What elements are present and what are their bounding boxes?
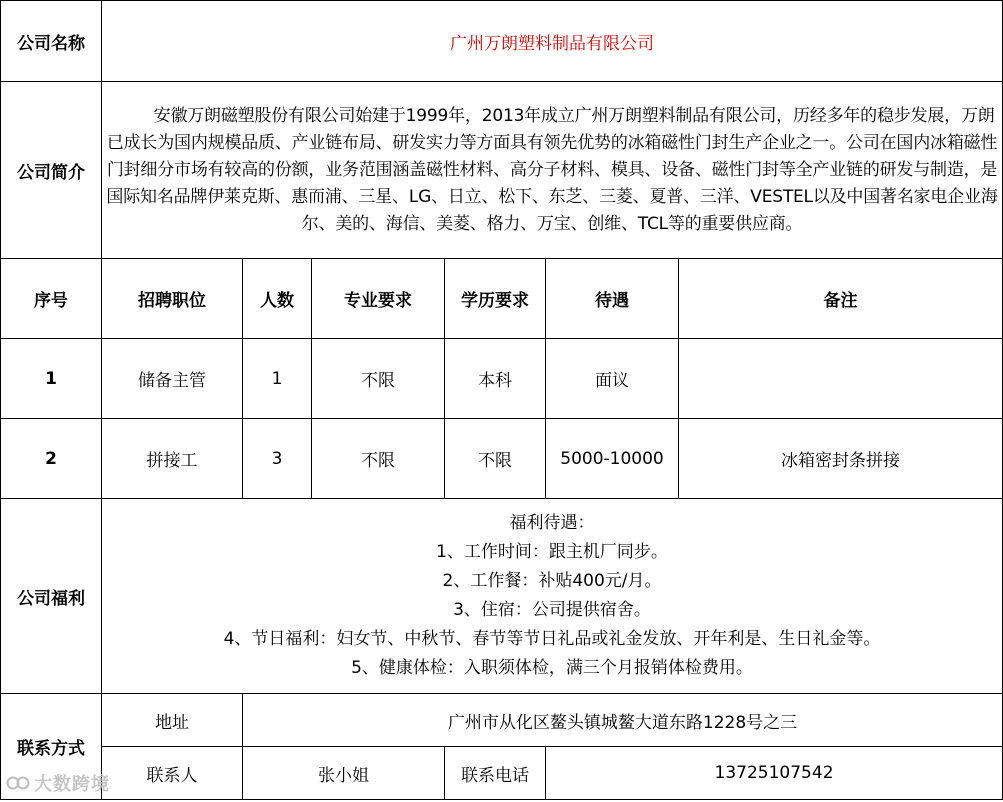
welfare-item: 3、住宿：公司提供宿舍。 (453, 600, 651, 620)
job-note: 冰箱密封条拼接 (679, 419, 1003, 499)
job-count: 3 (243, 419, 312, 499)
company-intro-row (1, 82, 1003, 259)
job-salary: 5000-10000 (546, 419, 679, 499)
welfare-title: 福利待遇： (509, 513, 595, 533)
contact-address-row (1, 694, 1003, 747)
header-no: 序号 (1, 259, 102, 339)
job-count: 1 (243, 339, 312, 419)
table-row (1, 339, 1003, 419)
jobs-header-row (1, 259, 1003, 339)
contact-person-row (1, 747, 1003, 800)
welfare-item: 2、工作餐：补贴400元/月。 (442, 571, 662, 591)
phone-value: 13725107542 (546, 747, 1003, 800)
watermark-text: 大数跨境 (34, 774, 110, 795)
job-position: 储备主管 (102, 339, 243, 419)
job-education: 不限 (445, 419, 546, 499)
company-intro-cell (102, 82, 1003, 259)
person-label: 联系人 (102, 747, 243, 800)
person-value: 张小姐 (243, 747, 445, 800)
header-salary: 待遇 (546, 259, 679, 339)
welfare-item: 1、工作时间：跟主机厂同步。 (436, 542, 668, 562)
header-count: 人数 (243, 259, 312, 339)
header-note: 备注 (679, 259, 1003, 339)
header-position: 招聘职位 (102, 259, 243, 339)
job-education: 本科 (445, 339, 546, 419)
address-label: 地址 (102, 694, 243, 747)
company-intro-label: 公司简介 (1, 82, 102, 259)
watermark (6, 770, 110, 796)
welfare-cell (102, 499, 1003, 694)
table-row (1, 419, 1003, 499)
company-name: 广州万朗塑料制品有限公司 (102, 1, 1003, 82)
welfare-item: 4、节日福利：妇女节、中秋节、春节等节日礼品或礼金发放、开年利是、生日礼金等。 (223, 629, 881, 649)
job-note (679, 339, 1003, 419)
welfare-item: 5、健康体检：入职须体检，满三个月报销体检费用。 (351, 658, 753, 678)
header-major: 专业要求 (312, 259, 445, 339)
job-no: 1 (1, 339, 102, 419)
welfare-row (1, 499, 1003, 694)
header-education: 学历要求 (445, 259, 546, 339)
company-name-row (1, 1, 1003, 82)
job-position: 拼接工 (102, 419, 243, 499)
job-no: 2 (1, 419, 102, 499)
job-major: 不限 (312, 419, 445, 499)
job-major: 不限 (312, 339, 445, 419)
welfare-label: 公司福利 (1, 499, 102, 694)
contact-label: 联系方式 (1, 694, 102, 800)
address-value: 广州市从化区鳌头镇城鳌大道东路1228号之三 (243, 694, 1003, 747)
job-salary: 面议 (546, 339, 679, 419)
company-name-label: 公司名称 (1, 1, 102, 82)
company-intro-text: 安徽万朗磁塑股份有限公司始建于1999年，2013年成立广州万朗塑料制品有限公司，历经多年的稳步发展，万朗已成长为国内规模品质、产业链布局、研发实力等方面具有领先优势的冰箱磁性门封生产企业之一。公司在国内冰箱磁性门封细分市场有较高的份额，业务范围涵盖磁性材料、高分子材料、模具、设备、磁性门封等全产业链的研发与制造，是国际知名品牌伊莱克斯、惠而浦、三星、LG、日立、松下、东芝、三菱、夏普、三洋、VESTEL以及中国著名家电企业海尔、美的、海信、美菱、格力、万宝、创维、TCL等的重要供应商。 (106, 105, 998, 234)
phone-label: 联系电话 (445, 747, 546, 800)
brand-logo-icon (6, 775, 30, 791)
